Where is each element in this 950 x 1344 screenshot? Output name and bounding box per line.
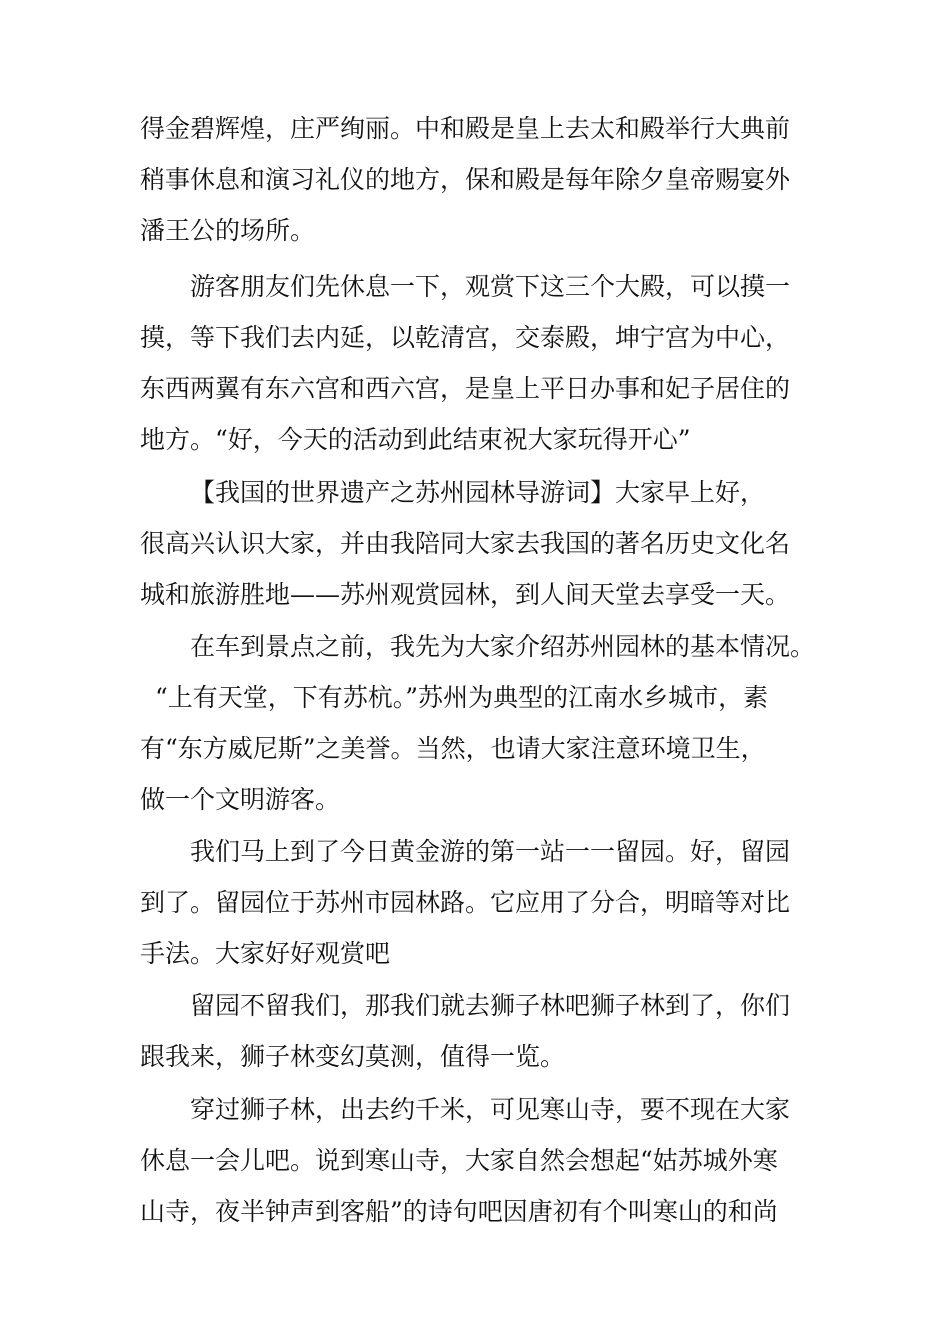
text-line-21: 休息一会儿吧。说到寒山寺，大家自然会想起“姑苏城外寒	[140, 1146, 778, 1175]
text-line-15: 我们马上到了今日黄金游的第一站一一留园。好，留园	[190, 837, 791, 866]
text-line-4: 游客朋友们先休息一下，观赏下这三个大殿，可以摸一	[190, 272, 791, 301]
text-line-1: 得金碧辉煌，庄严绚丽。中和殿是皇上去太和殿举行大典前	[140, 114, 791, 143]
text-line-3: 潘王公的场所。	[140, 216, 316, 245]
text-line-18: 留园不留我们，那我们就去狮子林吧狮子林到了，你们	[190, 991, 791, 1020]
text-line-7: 地方。“好，今天的活动到此结束祝大家玩得开心”	[140, 425, 691, 454]
text-line-13: 有“东方威尼斯”之美誉。当然，也请大家注意环境卫生，	[140, 734, 766, 763]
text-line-2: 稍事休息和演习礼仪的地方，保和殿是每年除夕皇帝赐宴外	[140, 165, 791, 194]
text-line-19: 跟我来，狮子林变幻莫测，值得一览。	[140, 1042, 566, 1071]
text-line-8: 【我国的世界遗产之苏州园林导游词】大家早上好，	[190, 478, 766, 507]
text-line-17: 手法。大家好好观赏吧	[140, 939, 391, 968]
text-line-14: 做一个文明游客。	[140, 785, 341, 814]
text-line-20: 穿过狮子林，出去约千米，可见寒山寺，要不现在大家	[190, 1095, 791, 1124]
text-line-6: 东西两翼有东六宫和西六宫，是皇上平日办事和妃子居住的	[140, 374, 791, 403]
text-line-12: “上有天堂，下有苏杭。”苏州为典型的江南水乡城市，素	[155, 683, 769, 712]
text-line-9: 很高兴认识大家，并由我陪同大家去我国的著名历史文化名	[140, 529, 791, 558]
text-line-22: 山寺，夜半钟声到客船”的诗句吧因唐初有个叫寒山的和尚	[140, 1197, 778, 1226]
text-line-16: 到了。留园位于苏州市园林路。它应用了分合，明暗等对比	[140, 888, 791, 917]
text-line-10: 城和旅游胜地——苏州观赏园林，到人间天堂去享受一天。	[140, 580, 791, 609]
text-line-5: 摸，等下我们去内延，以乾清宫，交泰殿，坤宁宫为中心，	[140, 323, 791, 352]
text-line-11: 在车到景点之前，我先为大家介绍苏州园林的基本情况。	[190, 632, 816, 661]
